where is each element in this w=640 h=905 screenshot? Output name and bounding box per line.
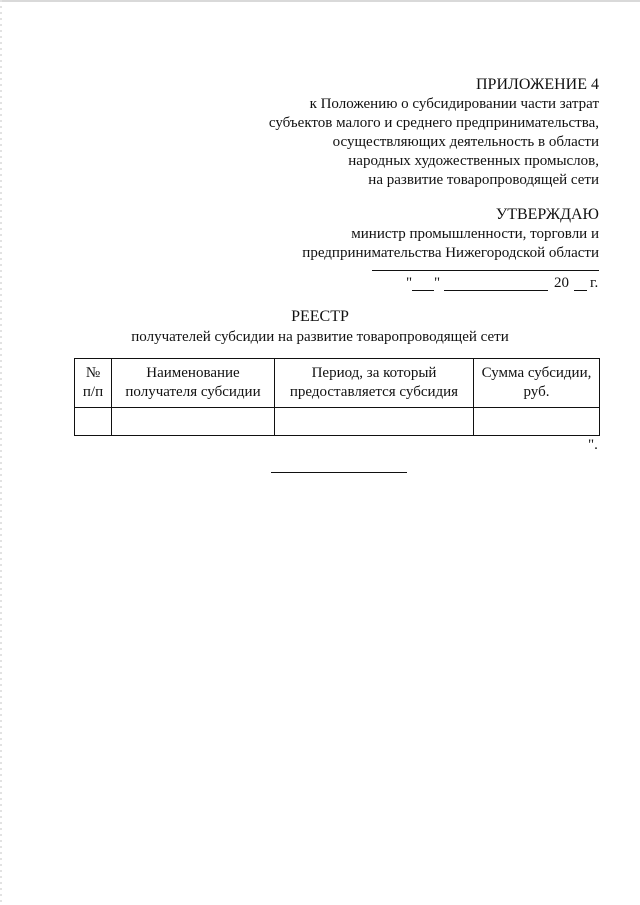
column-header-recipient: Наименование получателя субсидии — [112, 359, 275, 408]
appendix-line: на развитие товаропроводящей сети — [368, 172, 599, 188]
table-cell — [75, 408, 112, 436]
column-header-amount: Сумма субсидии, руб. — [474, 359, 600, 408]
appendix-block — [269, 74, 599, 190]
appendix-line: осуществляющих деятельность в области — [332, 134, 599, 150]
year-prefix: 20 — [554, 275, 569, 291]
date-open-quote: " — [406, 275, 413, 291]
registry-table — [74, 358, 600, 436]
end-line — [271, 472, 407, 473]
month-blank — [444, 290, 548, 291]
year-blank — [574, 290, 587, 291]
page-left-edge — [0, 0, 2, 905]
approval-line: министр промышленности, торговли и — [351, 226, 599, 242]
column-header-number: № п/п — [75, 359, 112, 408]
day-blank — [412, 290, 434, 291]
appendix-line: субъектов малого и среднего предпринимательства, — [268, 115, 599, 131]
approval-title: УТВЕРЖДАЮ — [495, 206, 599, 223]
appendix-line: к Положению о субсидировании части затрат — [309, 96, 599, 112]
year-suffix: г. — [590, 275, 599, 291]
approval-date — [402, 274, 599, 293]
table-cell — [275, 408, 474, 436]
approval-block — [302, 204, 599, 263]
signature-line — [372, 270, 599, 271]
appendix-title: ПРИЛОЖЕНИЕ 4 — [475, 76, 599, 93]
table-header-row — [75, 359, 600, 408]
registry-subtitle: получателей субсидии на развитие товаропроводящей сети — [131, 329, 509, 345]
appendix-line: народных художественных промыслов, — [348, 153, 599, 169]
column-header-period: Период, за который предоставляется субсидия — [275, 359, 474, 408]
closing-quote: ". — [588, 437, 598, 453]
registry-title: РЕЕСТР — [291, 308, 349, 325]
page-top-edge — [0, 0, 640, 2]
date-close-quote: " — [434, 275, 441, 291]
approval-line: предпринимательства Нижегородской области — [302, 245, 599, 261]
table-cell — [112, 408, 275, 436]
table-cell — [474, 408, 600, 436]
table-row — [75, 408, 600, 436]
